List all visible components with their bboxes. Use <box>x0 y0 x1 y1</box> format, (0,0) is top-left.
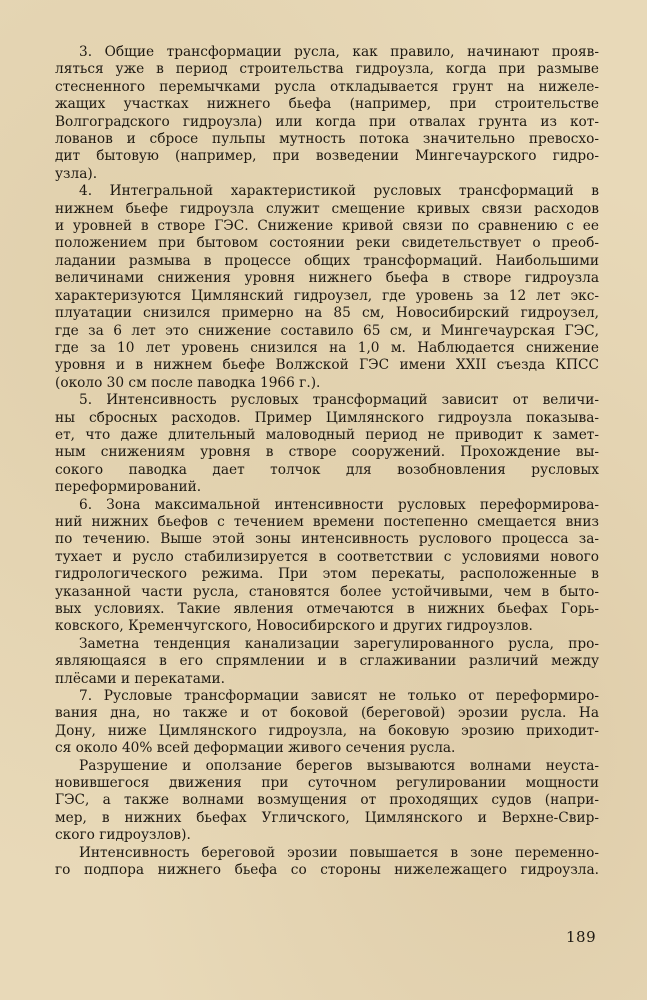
text-line: лованов и сбросе пульпы мутность потока значительно превосхо- <box>55 131 599 148</box>
body-text <box>55 44 599 880</box>
text-line: где за 10 лет уровень снизился на 1,0 м. Наблюдается снижение <box>55 339 599 356</box>
text-line: нижнем бьефе гидроузла служит смещение кривых связи расходов <box>55 200 599 217</box>
paragraph-final <box>55 845 599 880</box>
text-line: ГЭС, а также волнами возмущения от проходящих судов (напри- <box>55 792 599 809</box>
text-line: новившегося движения при суточном регулировании мощности <box>55 775 599 792</box>
text-line: узла). <box>55 165 98 182</box>
text-line: по течению. Выше этой зоны интенсивность руслового процесса за- <box>55 531 599 548</box>
text-line: ляться уже в период строительства гидроузла, когда при размыве <box>55 61 599 78</box>
text-line: и уровней в створе ГЭС. Снижение кривой связи по сравнению с ее <box>55 218 599 235</box>
text-line: ся около 40% всей деформации живого сечения русла. <box>55 740 456 757</box>
text-line: гидрологического режима. При этом перекаты, расположенные в <box>55 566 599 583</box>
text-line: ет, что даже длительный маловодный период не приводит к замет- <box>55 426 599 443</box>
text-line: ным снижениям уровня в створе сооружений. Прохождение вы- <box>55 444 599 461</box>
text-line: величинами снижения уровня нижнего бьефа в створе гидроузла <box>55 270 599 287</box>
text-line: Волгоградского гидроузла) или когда при отвалах грунта из кот- <box>55 113 599 130</box>
text-line: положением при бытовом состоянии реки свидетельствует о преоб- <box>55 235 599 252</box>
text-line: ковского, Кременчугского, Новосибирского и других гидроузлов. <box>55 618 533 635</box>
text-line: плуатации снизился примерно на 85 см, Новосибирский гидроузел, <box>55 305 599 322</box>
text-line: мер, в нижних бьефах Угличского, Цимлянского и Верхне-Свир- <box>55 809 599 826</box>
paragraph-7-continued <box>55 758 599 845</box>
text-line: (около 30 см после паводка 1966 г.). <box>55 374 321 391</box>
text-line: где за 6 лет это снижение составило 65 см, и Мингечаурская ГЭС, <box>55 322 599 339</box>
text-line: ладании размыва в процессе общих трансформаций. Наибольшими <box>55 252 599 269</box>
text-line: вых условиях. Такие явления отмечаются в нижних бьефах Горь- <box>55 601 599 617</box>
text-line: го подпора нижнего бьефа со стороны нижележащего гидроузла. <box>55 862 599 879</box>
text-line: ского гидроузлов). <box>55 827 191 844</box>
text-line: 4. Интегральной характеристикой русловых трансформаций в <box>79 183 599 200</box>
text-line: вания дна, но также и от боковой (береговой) эрозии русла. На <box>55 705 599 722</box>
text-line: являющаяся в его спрямлении и в сглаживании различий между <box>55 653 599 670</box>
text-line: жащих участках нижнего бьефа (например, при строительстве <box>55 96 599 113</box>
text-line: сокого паводка дает толчок для возобновления русловых <box>55 461 599 478</box>
paragraph-4 <box>55 183 599 392</box>
text-line: Разрушение и оползание берегов вызываются волнами неуста- <box>79 757 599 774</box>
text-line: Дону, ниже Цимлянского гидроузла, на боковую эрозию приходит- <box>55 722 599 739</box>
text-line: ны сбросных расходов. Пример Цимлянского гидроузла показыва- <box>55 409 599 426</box>
text-line: Заметна тенденция канализации зарегулированного русла, про- <box>79 635 599 652</box>
text-line: дит бытовую (например, при возведении Мингечаурского гидро- <box>55 148 599 165</box>
text-line: 5. Интенсивность русловых трансформаций зависит от величи- <box>79 392 599 409</box>
text-line: стесненного перемычками русла откладывается грунт на нижеле- <box>55 78 599 95</box>
text-line: уровня и в нижнем бьефе Волжской ГЭС имени XXII съезда КПСС <box>55 357 599 374</box>
text-line: тухает и русло стабилизируется в соответствии с условиями нового <box>55 548 599 565</box>
paragraph-3 <box>55 44 599 183</box>
text-line: переформирований. <box>55 479 202 496</box>
paragraph-5 <box>55 392 599 496</box>
paragraph-7 <box>55 688 599 758</box>
text-line: Интенсивность береговой эрозии повышается в зоне переменно- <box>79 844 599 861</box>
paragraph-6 <box>55 497 599 636</box>
text-line: плёсами и перекатами. <box>55 670 225 687</box>
paragraph-6-continued <box>55 636 599 688</box>
text-line: характеризуются Цимлянский гидроузел, где уровень за 12 лет экс- <box>55 287 599 304</box>
text-line: указанной части русла, становятся более устойчивыми, чем в быто- <box>55 583 599 600</box>
text-line: 7. Русловые трансформации зависят не только от переформиро- <box>79 688 599 705</box>
text-line: 3. Общие трансформации русла, как правило, начинают прояв- <box>79 44 599 60</box>
page-number: 189 <box>566 928 597 946</box>
text-line: 6. Зона максимальной интенсивности русловых переформирова- <box>79 496 599 513</box>
text-line: ний нижних бьефов с течением времени постепенно смещается вниз <box>55 513 599 530</box>
